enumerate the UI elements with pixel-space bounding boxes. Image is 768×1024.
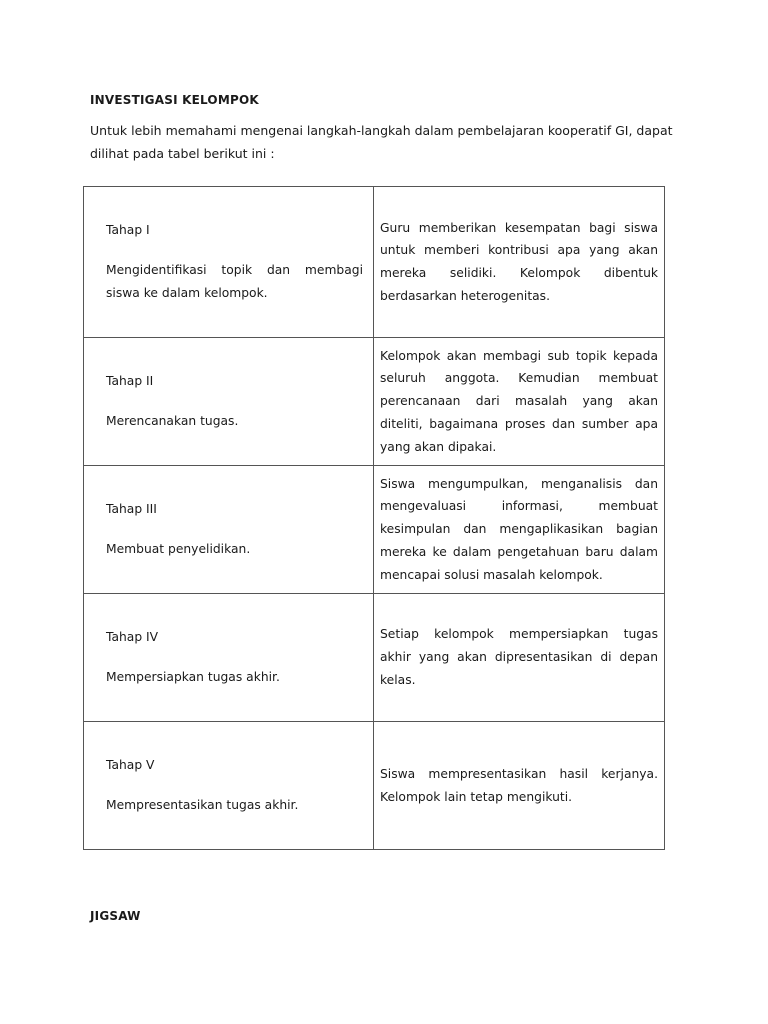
table-row — [84, 338, 665, 466]
stage-description: Siswa mempresentasikan hasil kerjanya. Kelompok lain tetap mengikuti. — [374, 722, 665, 850]
stage-title: Mempresentasikan tugas akhir. — [106, 798, 299, 812]
table-row — [84, 722, 665, 850]
stage-title: Merencanakan tugas. — [106, 414, 239, 428]
intro-paragraph: Untuk lebih memahami mengenai langkah-langkah dalam pembelajaran kooperatif GI, dapat dilihat pada tabel berikut ini : — [90, 123, 673, 161]
stage-cell — [84, 722, 374, 850]
section-heading-investigasi: INVESTIGASI KELOMPOK — [90, 93, 259, 107]
stage-cell — [84, 187, 374, 338]
stage-title: Membuat penyelidikan. — [106, 542, 251, 556]
stage-description: Guru memberikan kesempatan bagi siswa untuk memberi kontribusi apa yang akan mereka selidiki. Kelompok dibentuk berdasarkan heterogenitas. — [374, 187, 665, 338]
stage-label: Tahap II — [106, 374, 154, 389]
stage-description: Kelompok akan membagi sub topik kepada seluruh anggota. Kemudian membuat perencanaan dari masalah yang akan diteliti, bagaimana proses dan sumber apa yang akan dipakai. — [374, 338, 665, 466]
section-heading-jigsaw: JIGSAW — [90, 909, 141, 923]
stage-title: Mempersiapkan tugas akhir. — [106, 670, 280, 684]
stage-title: Mengidentifikasi topik dan membagi siswa ke dalam kelompok. — [106, 263, 363, 300]
stage-description: Siswa mengumpulkan, menganalisis dan mengevaluasi informasi, membuat kesimpulan dan mengaplikasikan bagian mereka ke dalam pengetahuan baru dalam mencapai solusi masalah kelompok. — [374, 466, 665, 594]
stage-label: Tahap I — [106, 223, 150, 238]
table-row — [84, 187, 665, 338]
stage-description: Setiap kelompok mempersiapkan tugas akhir yang akan dipresentasikan di depan kelas. — [374, 594, 665, 722]
stage-label: Tahap IV — [106, 630, 159, 645]
table-row — [84, 594, 665, 722]
stage-label: Tahap V — [106, 758, 155, 773]
stage-cell — [84, 466, 374, 594]
stage-cell — [84, 594, 374, 722]
table-row — [84, 466, 665, 594]
stage-label: Tahap III — [106, 502, 157, 517]
stages-table — [83, 186, 665, 850]
stage-cell — [84, 338, 374, 466]
